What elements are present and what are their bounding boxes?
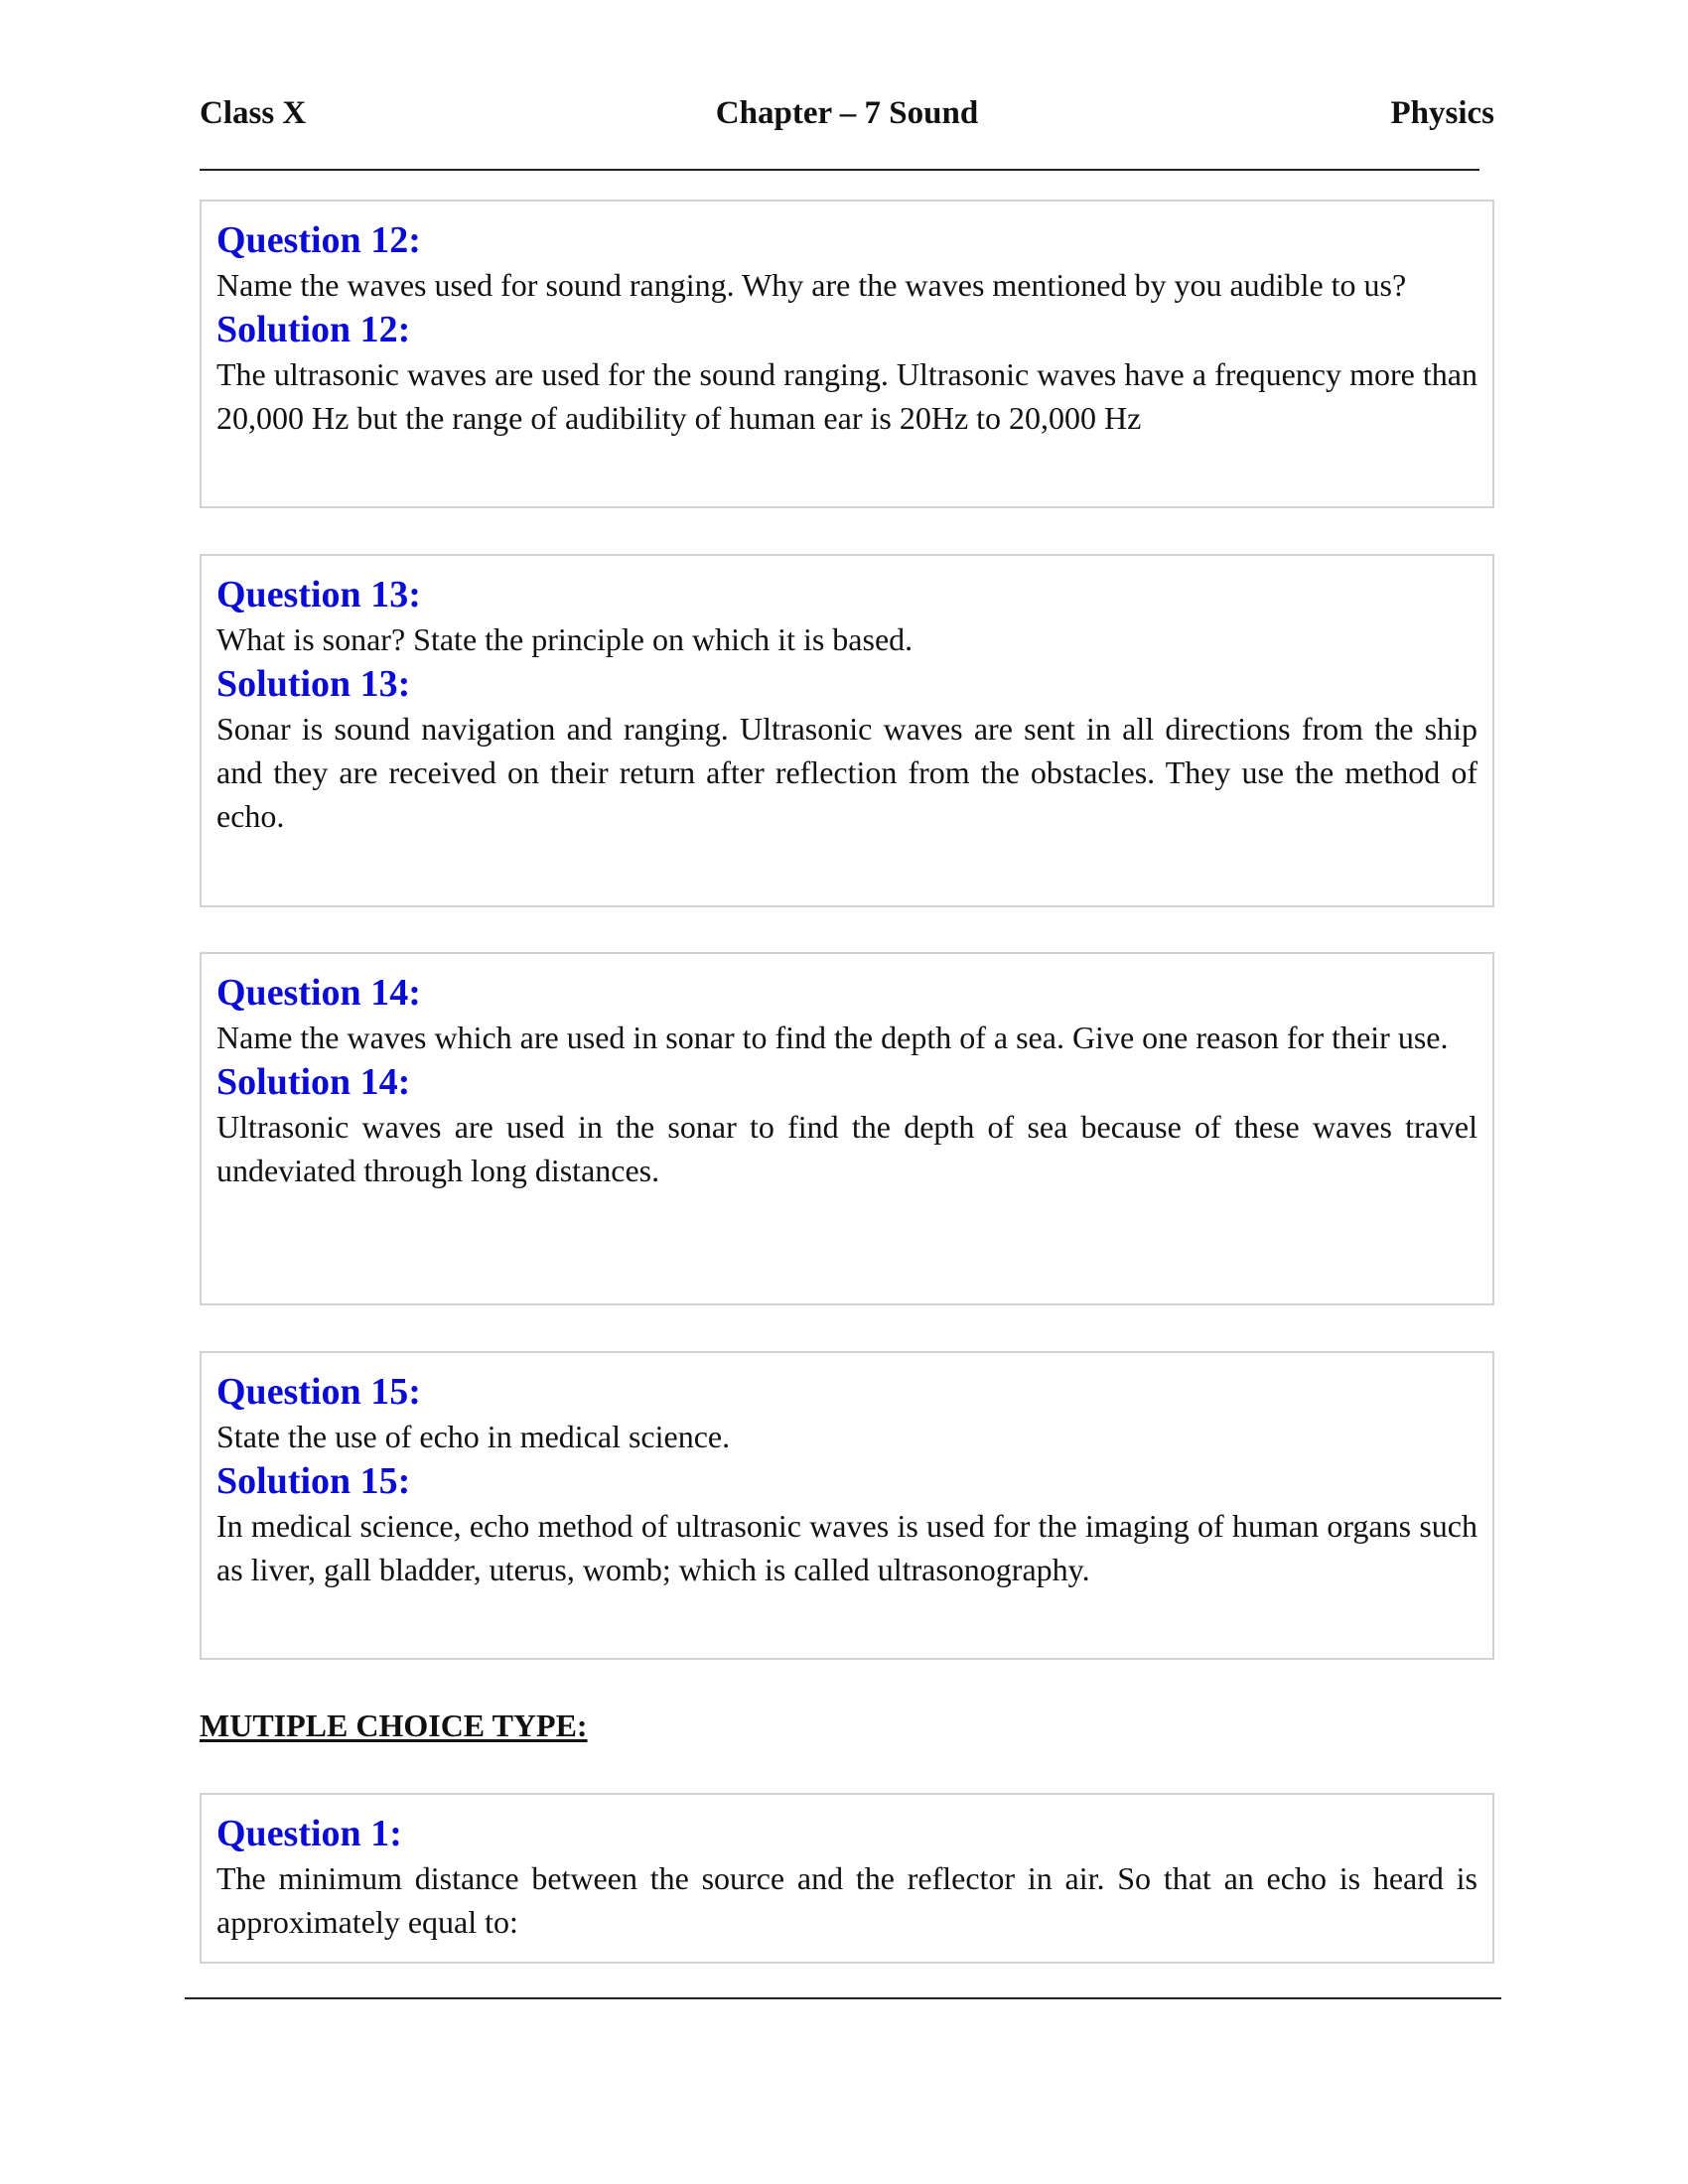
question-text: State the use of echo in medical science. (216, 1419, 731, 1454)
header-chapter: Chapter – 7 Sound (715, 95, 979, 131)
header-subject: Physics (1390, 95, 1494, 131)
solution-title: Solution 12: (216, 309, 411, 350)
question-text: Name the waves which are used in sonar to find the depth of a sea. Give one reason for their use. (216, 1020, 1449, 1055)
header-divider (200, 169, 1479, 171)
question-title: Question 13: (216, 574, 421, 615)
solution-text: Ultrasonic waves are used in the sonar to find the depth of sea because of these waves travel undeviated through long distances. (216, 1109, 1477, 1188)
solution-text: The ultrasonic waves are used for the sound ranging. Ultrasonic waves have a frequency more than 20,000 Hz but the range of audibility of human ear is 20Hz to 20,000 Hz (216, 356, 1477, 436)
footer-divider (185, 1997, 1501, 1999)
solution-text: In medical science, echo method of ultrasonic waves is used for the imaging of human organs such as liver, gall bladder, uterus, womb; which is called ultrasonography. (216, 1508, 1477, 1587)
solution-title: Solution 14: (216, 1061, 411, 1103)
solution-title: Solution 13: (216, 663, 411, 705)
mcq-block-1 (200, 1793, 1494, 1964)
question-title: Question 1: (216, 1813, 402, 1854)
question-title: Question 14: (216, 972, 421, 1014)
question-title: Question 15: (216, 1371, 421, 1413)
question-text: What is sonar? State the principle on which it is based. (216, 621, 914, 657)
solution-text: Sonar is sound navigation and ranging. Ultrasonic waves are sent in all directions from the ship and they are received on their return after reflection from the obstacles. They use the method of echo. (216, 711, 1477, 834)
question-text: Name the waves used for sound ranging. Why are the waves mentioned by you audible to us? (216, 267, 1407, 303)
question-title: Question 12: (216, 219, 421, 261)
solution-title: Solution 15: (216, 1460, 411, 1502)
section-heading: MUTIPLE CHOICE TYPE: (200, 1707, 588, 1743)
question-text: The minimum distance between the source and the reflector in air. So that an echo is heard is approximately equal to: (216, 1860, 1477, 1940)
qa-block-12 (200, 200, 1494, 508)
page-header (200, 95, 1494, 145)
qa-block-15 (200, 1351, 1494, 1660)
qa-block-14 (200, 952, 1494, 1305)
header-class: Class X (200, 95, 307, 131)
qa-block-13 (200, 554, 1494, 907)
